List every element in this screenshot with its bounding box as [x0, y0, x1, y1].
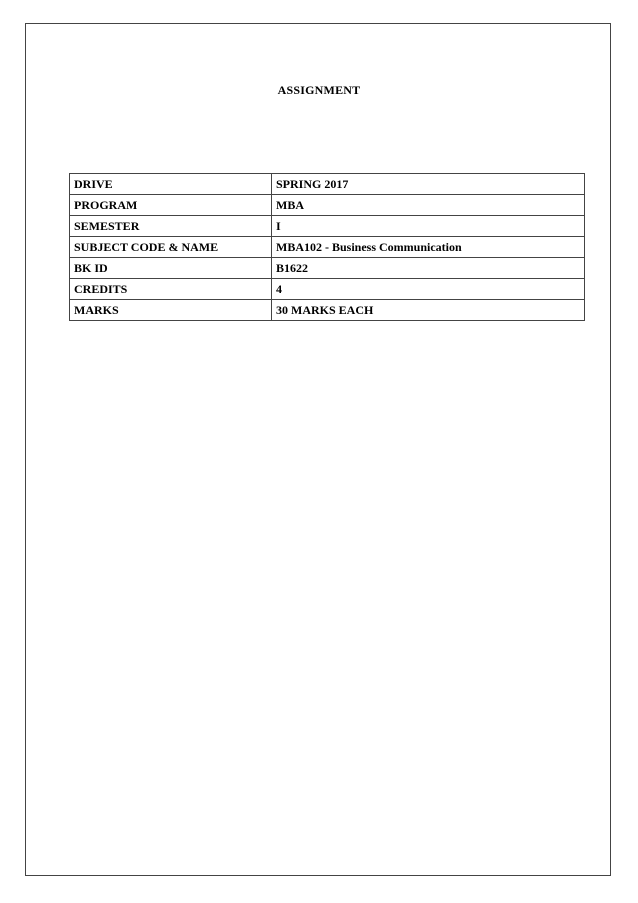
row-value: B1622	[272, 258, 585, 279]
page-border	[25, 23, 611, 876]
row-label: DRIVE	[70, 174, 272, 195]
row-value: 4	[272, 279, 585, 300]
table-row	[70, 300, 585, 321]
document-title: ASSIGNMENT	[277, 83, 361, 97]
row-value: MBA102 - Business Communication	[272, 237, 585, 258]
row-value: MBA	[272, 195, 585, 216]
row-value: I	[272, 216, 585, 237]
row-label: BK ID	[70, 258, 272, 279]
row-label: SUBJECT CODE & NAME	[70, 237, 272, 258]
row-label: SEMESTER	[70, 216, 272, 237]
table-row	[70, 216, 585, 237]
table-row	[70, 258, 585, 279]
row-value: 30 MARKS EACH	[272, 300, 585, 321]
row-label: MARKS	[70, 300, 272, 321]
table-row	[70, 279, 585, 300]
row-label: CREDITS	[70, 279, 272, 300]
row-label: PROGRAM	[70, 195, 272, 216]
assignment-info-table	[69, 173, 585, 321]
table-row	[70, 174, 585, 195]
row-value: SPRING 2017	[272, 174, 585, 195]
table-row	[70, 237, 585, 258]
table-row	[70, 195, 585, 216]
